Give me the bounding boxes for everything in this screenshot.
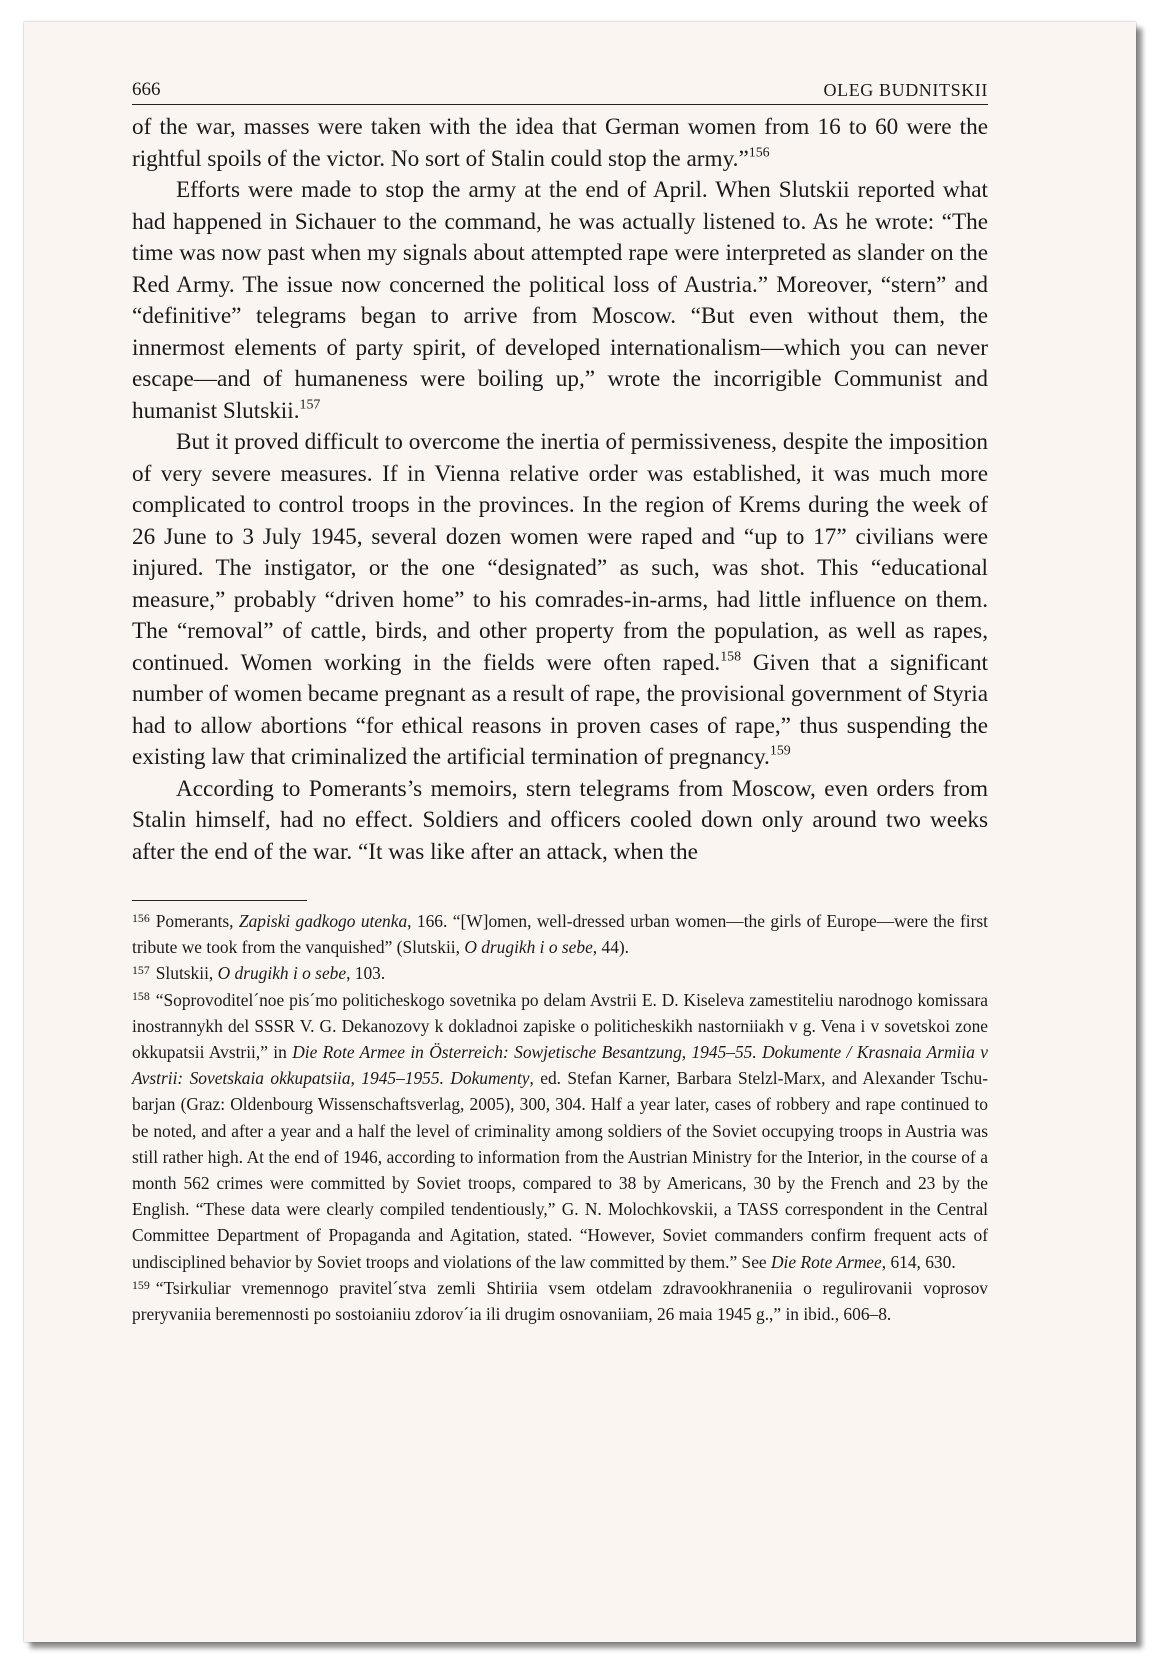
footnote-ref-157: 157 — [299, 396, 321, 412]
footnote-number: 157 — [132, 963, 150, 978]
running-head: OLEG BUDNITSKII — [823, 80, 988, 100]
footnote-158: $^{158}$ “Soprovoditel´noe pis´mo politicheskogo sovetnika po delam Avstrii E. D. Kiseleva zamestiteliu narodnogo komissara inostrannykh del SSSR V. G. Dekanozovy k dokladnoi zapiske o politicheskikh nastorniiakh v g. Vena i v sovetskoi zone okkupatsii Avstrii,” in Die Rote Armee in Österreich: Sowjetische Besantzung, 1945–55. Dokumente / Krasnaia Armiia v Avstrii: Sovetskaia okkupatsiia, 1945–1955. Dokumenty, ed. Stefan Karner, Barbara Stelzl-Marx, and Alexander Tschubarjan (Graz: Oldenbourg Wissenschaftsverlag, 2005), 300, 304. Half a year later, cases of robbery and rape continued to be noted, and after a year and a half the level of criminality among soldiers of the Soviet occupying troops in Austria was still rather high. At the end of 1946, according to information from the Austrian Ministry for the Interior, in the course of a month 562 crimes were committed by Soviet troops, compared to 38 by Americans, 30 by the French and 23 by the English. “These data were clearly compiled tendentiously,” G. N. Molochkovskii, a TASS correspondent in the Central Committee Department of Propaganda and Agitation, stated. “However, Soviet commanders confirm frequent acts of undisciplined behavior by Soviet troops and violations of the law committed by them.” See Die Rote Armee, 614, 630. — [132, 989, 988, 1272]
paragraph-4: According to Pomerants’s memoirs, stern telegrams from Moscow, even orders from Stalin himself, had no effect. Soldiers and officers cooled down only around two weeks after the end of the war. “It was like after an attack, when the — [132, 775, 988, 865]
page-number: 666 — [132, 79, 161, 100]
footnote-159: $^{159}$ “Tsirkuliar vremennogo pravitel´stva zemli Shtiriia vsem otdelam zdravookhraneniia o regulirovanii voprosov preryvaniia beremennosti po sostoianiiu zdorov´ia ili drugim osnovaniiam, 26 maia 1945 g.,” in ibid., 606–8. — [132, 1277, 988, 1325]
footnote-number: 156 — [132, 910, 150, 925]
footnote-156: $^{156}$ Pomerants, Zapiski gadkogo utenka, 166. “[W]omen, well-dressed urban women—the girls of Europe—were the first tribute we took from the vanquished” (Slutskii, O drugikh i o sebe, 44). — [132, 910, 988, 958]
footnote-separator — [132, 900, 307, 901]
paragraph-3: But it proved difficult to overcome the inertia of permissiveness, despite the imposition of very severe measures. If in Vienna relative order was established, it was much more complicated to control troops in the provinces. In the region of Krems during the week of 26 June to 3 July 1945, several dozen women were raped and “up to 17” civilians were injured. The instigator, or the one “designated” as such, was shot. This “educational measure,” probably “driven home” to his comrades-in-arms, had little influence on them. The “removal” of cattle, birds, and other property from the population, as well as rapes, continued. Women working in the fields were often raped.$^{158}$ Given that a significant number of women became pregnant as a result of rape, the provisional government of Styria had to allow abortions “for ethical reasons in proven cases of rape,” thus suspending the existing law that criminalized the artificial termination of pregnancy.$^{159}$ — [132, 429, 988, 770]
paragraph-2: Efforts were made to stop the army at the end of April. When Slutskii reported what had happened in Sichauer to the command, he was actually listened to. As he wrote: “The time was now past when my signals about attempted rape were interpreted as slander on the Red Army. The issue now concerned the political loss of Austria.” Moreover, “stern” and “definitive” telegrams began to arrive from Moscow. “But even without them, the innermost elements of party spirit, of developed internationalism—which you can never escape—and of humaneness were boiling up,” wrote the incorrigible Communist and humanist Slutskii.$^{157}$ — [132, 177, 988, 424]
footnote-ref-156: 156 — [748, 144, 770, 160]
page-header — [132, 74, 988, 105]
footnotes — [132, 908, 988, 1327]
body-text — [132, 112, 988, 868]
footnote-ref-158: 158 — [720, 648, 742, 664]
footnote-157: $^{157}$ Slutskii, O drugikh i o sebe, 103. — [132, 963, 386, 984]
footnote-number: 159 — [132, 1277, 150, 1292]
footnote-number: 158 — [132, 989, 150, 1004]
footnote-ref-159: 159 — [769, 743, 791, 759]
paragraph-1: of the war, masses were taken with the idea that German women from 16 to 60 were the rightful spoils of the victor. No sort of Stalin could stop the army.”$^{156}$ — [132, 114, 988, 172]
